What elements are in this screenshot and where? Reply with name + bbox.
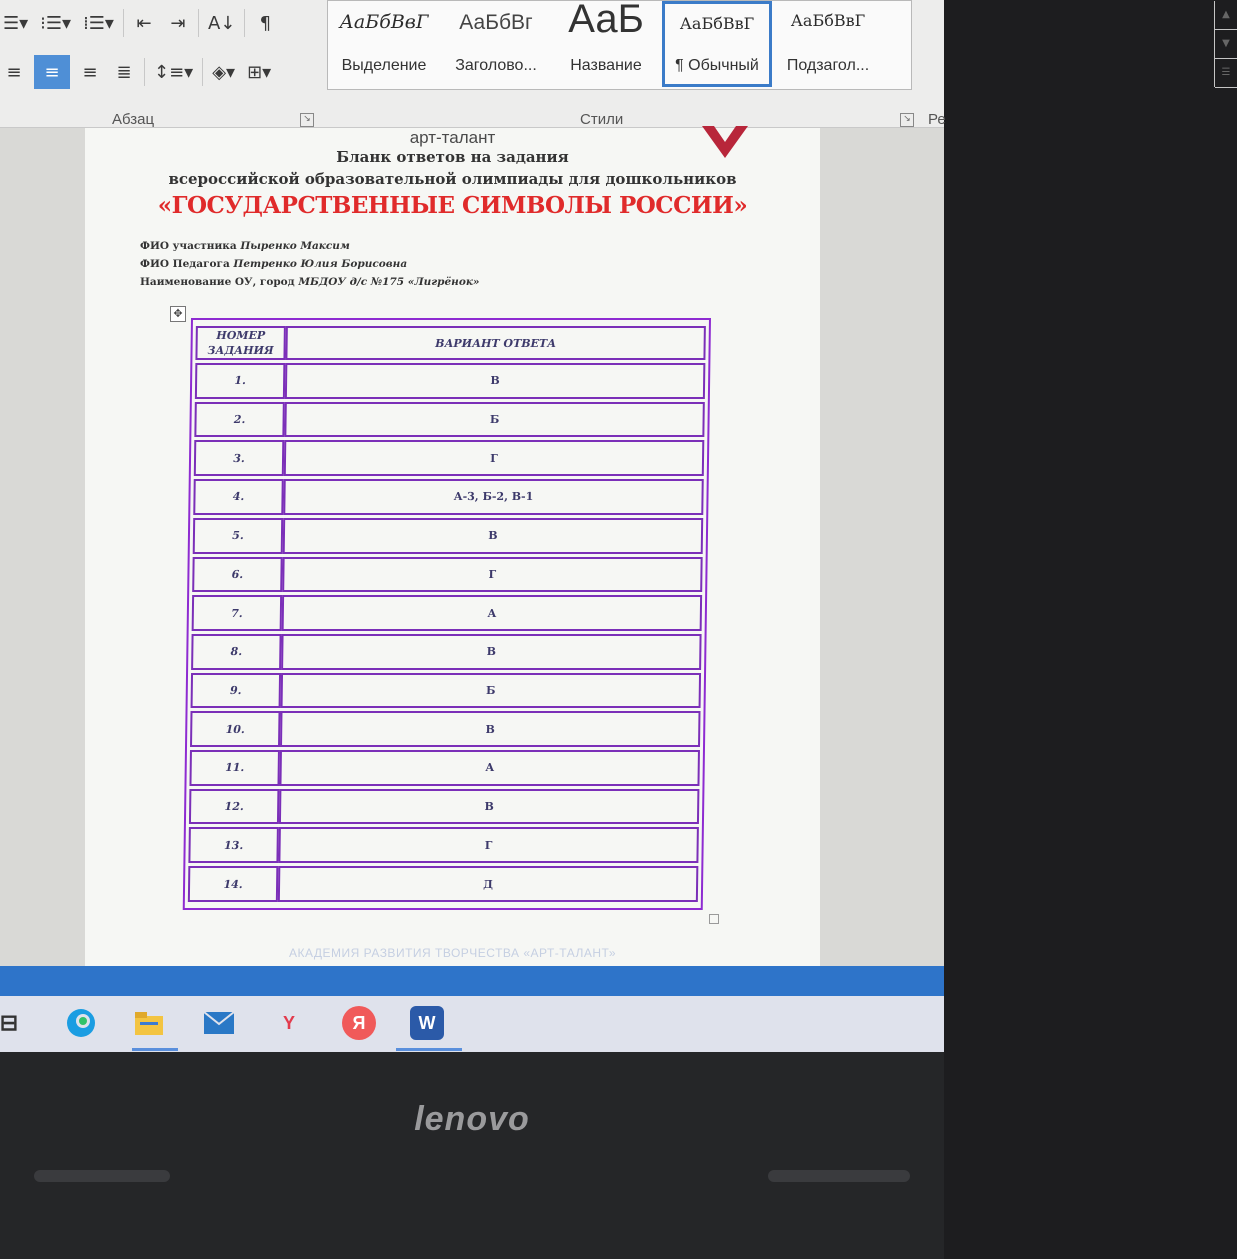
style-heading[interactable]: АаБбВг Заголово... <box>455 11 537 74</box>
answer-cell[interactable]: В <box>283 518 703 554</box>
task-number[interactable]: 14. <box>188 866 279 902</box>
styles-scroll-up-icon[interactable]: ▲ <box>1215 1 1237 30</box>
task-number[interactable]: 8. <box>191 634 281 670</box>
next-group-label: Ре <box>928 111 946 128</box>
participant-value: Пыренко Максим <box>240 240 350 252</box>
task-number[interactable]: 5. <box>193 518 283 554</box>
toolbar-separator <box>244 9 245 37</box>
olympiad-name: «ГОСУДАРСТВЕННЫЕ СИМВОЛЫ РОССИИ» <box>157 192 748 219</box>
answer-cell[interactable]: В <box>279 789 699 825</box>
pilcrow-icon[interactable]: ¶ <box>259 12 272 34</box>
styles-scroll-buttons <box>1214 1 1237 87</box>
yandex-browser-icon[interactable]: Y <box>282 1012 295 1033</box>
olympiad-line: всероссийской образовательной олимпиады для дошкольников <box>168 170 737 188</box>
answer-cell[interactable]: Г <box>284 440 704 476</box>
paragraph-toolbar-row-2 <box>0 55 274 89</box>
laptop-brand-logo: lenovo <box>414 1100 530 1138</box>
toolbar-separator <box>202 58 203 86</box>
header-answer: ВАРИАНТ ОТВЕТА <box>285 326 705 360</box>
word-active-indicator <box>396 1048 462 1051</box>
table-row <box>191 634 701 670</box>
taskbar <box>0 996 944 1052</box>
mail-icon[interactable] <box>202 1006 236 1040</box>
table-row <box>189 789 699 825</box>
answer-cell[interactable]: А <box>282 595 702 631</box>
org-name: арт-талант <box>409 128 496 147</box>
answer-cell[interactable]: А <box>279 750 699 786</box>
task-number[interactable]: 11. <box>189 750 279 786</box>
table-row <box>194 402 704 438</box>
form-title: Бланк ответов на задания <box>336 148 569 166</box>
numbering-icon[interactable]: ⁝☰▾ <box>40 12 72 34</box>
styles-group-label: Стили <box>580 111 624 128</box>
table-row <box>190 711 700 747</box>
table-row <box>192 557 702 593</box>
table-resize-handle[interactable] <box>709 914 719 924</box>
laptop-bezel <box>0 1052 944 1259</box>
table-row <box>188 827 698 863</box>
answer-cell[interactable]: Г <box>282 557 702 593</box>
header-number: НОМЕР ЗАДАНИЯ <box>195 326 285 360</box>
style-normal[interactable]: АаБбВвГ ¶ Обычный <box>662 1 772 87</box>
style-subtitle[interactable]: АаБбВвГ Подзагол... <box>786 11 870 74</box>
school-line: Наименование ОУ, город МБДОУ д/с №175 «Лигрёнок» <box>140 276 480 288</box>
explorer-active-indicator <box>132 1048 178 1051</box>
line-spacing-icon[interactable]: ↕≡▾ <box>154 61 194 83</box>
answer-cell[interactable]: Б <box>281 673 701 709</box>
task-number[interactable]: 1. <box>195 363 285 399</box>
table-row <box>194 440 704 476</box>
style-emphasis[interactable]: АаБбВвГ Выделение <box>339 11 429 74</box>
ribbon <box>0 0 1231 128</box>
styles-gallery <box>327 0 1231 90</box>
yandex-icon[interactable]: Я <box>342 1006 376 1040</box>
document-area[interactable] <box>0 128 944 966</box>
task-number[interactable]: 12. <box>189 789 279 825</box>
hinge-left <box>34 1170 170 1182</box>
align-center-icon[interactable]: ≡ <box>34 55 70 89</box>
document-page[interactable] <box>85 128 820 966</box>
paragraph-toolbar-row-1 <box>0 8 279 38</box>
table-row <box>191 673 701 709</box>
styles-dialog-launcher-icon[interactable]: ↘ <box>900 113 914 127</box>
toolbar-separator <box>198 9 199 37</box>
teacher-value: Петренко Юлия Борисовна <box>233 258 408 270</box>
table-row <box>188 866 699 902</box>
task-view-icon[interactable]: ⊟ <box>0 1010 19 1035</box>
styles-more-icon[interactable]: ☰ <box>1215 59 1237 88</box>
task-number[interactable]: 2. <box>194 402 284 438</box>
toolbar-separator <box>144 58 145 86</box>
task-number[interactable]: 10. <box>190 711 280 747</box>
borders-icon[interactable]: ⊞▾ <box>247 61 272 83</box>
task-number[interactable]: 9. <box>191 673 281 709</box>
table-row <box>193 518 703 554</box>
multilevel-list-icon[interactable]: ⁞☰▾ <box>83 12 114 34</box>
styles-scroll-down-icon[interactable]: ▼ <box>1215 30 1237 59</box>
table-row <box>193 479 703 515</box>
task-number[interactable]: 7. <box>192 595 282 631</box>
page-footer: АКАДЕМИЯ РАЗВИТИЯ ТВОРЧЕСТВА «АРТ-ТАЛАНТ» <box>288 946 617 960</box>
table-move-handle-icon[interactable]: ✥ <box>170 306 186 322</box>
table-row <box>195 363 705 399</box>
paragraph-group-label: Абзац <box>112 111 155 128</box>
answer-cell[interactable]: А-3, Б-2, В-1 <box>283 479 703 515</box>
participant-line: ФИО участника Пыренко Максим <box>140 240 350 252</box>
answer-cell[interactable]: Д <box>278 866 699 902</box>
word-icon[interactable]: W <box>410 1006 444 1040</box>
bullets-icon[interactable]: ☰▾ <box>3 12 29 34</box>
school-value: МБДОУ д/с №175 «Лигрёнок» <box>298 276 480 288</box>
task-number[interactable]: 13. <box>188 827 278 863</box>
answer-cell[interactable]: Б <box>284 402 704 438</box>
edge-icon[interactable] <box>64 1006 98 1040</box>
align-right-icon[interactable]: ≡ <box>82 61 98 83</box>
hinge-right <box>768 1170 910 1182</box>
paragraph-dialog-launcher-icon[interactable]: ↘ <box>300 113 314 127</box>
task-number[interactable]: 3. <box>194 440 284 476</box>
table-row <box>192 595 702 631</box>
answer-cell[interactable]: В <box>280 711 700 747</box>
status-bar <box>0 966 944 996</box>
teacher-line: ФИО Педагога Петренко Юлия Борисовна <box>140 258 408 270</box>
table-row <box>189 750 699 786</box>
shading-icon[interactable]: ◈▾ <box>212 61 236 83</box>
task-number[interactable]: 6. <box>192 557 282 593</box>
justify-icon[interactable]: ≣ <box>116 61 132 83</box>
sort-icon[interactable]: A↓ <box>207 12 236 34</box>
answers-table <box>183 318 711 910</box>
table-header-row <box>195 326 705 360</box>
task-number[interactable]: 4. <box>193 479 283 515</box>
answer-cell[interactable]: В <box>281 634 701 670</box>
increase-indent-icon[interactable]: ⇥ <box>170 12 186 34</box>
answer-cell[interactable]: Г <box>278 827 698 863</box>
align-left-icon[interactable]: ≡ <box>6 61 22 83</box>
style-title[interactable]: АаБ Название <box>568 0 644 74</box>
file-explorer-icon[interactable] <box>132 1006 166 1040</box>
answer-cell[interactable]: В <box>285 363 705 399</box>
decrease-indent-icon[interactable]: ⇤ <box>136 12 152 34</box>
toolbar-separator <box>123 9 124 37</box>
